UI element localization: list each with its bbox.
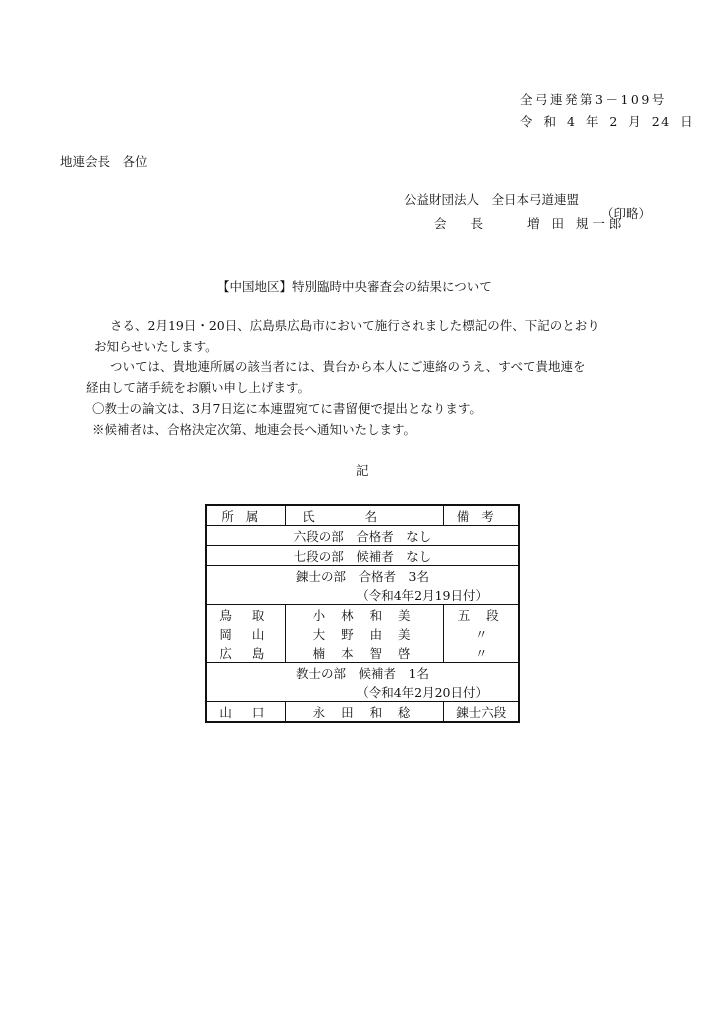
kyoshi-date: （令和4年2月20日付） <box>206 682 519 702</box>
affiliation-cell: 広 島 <box>206 643 285 663</box>
header-remarks: 備考 <box>444 505 519 526</box>
header-name: 氏名 <box>285 505 444 526</box>
renshi-date-row <box>206 585 519 605</box>
renshi-date: （令和4年2月19日付） <box>206 585 519 605</box>
subject-title: 【中国地区】特別臨時中央審査会の結果について <box>217 279 492 294</box>
remarks-cell: 五 段 <box>444 605 519 625</box>
note-candidates: ※候補者は、合格決定次第、地連会長へ通知いたします。 <box>92 422 417 437</box>
table-row <box>206 643 519 663</box>
name-cell: 永 田 和 稔 <box>285 702 444 723</box>
table-row <box>206 605 519 625</box>
nanadan-row <box>206 546 519 566</box>
affiliation-cell: 岡 山 <box>206 624 285 643</box>
president-title: 会 長 <box>434 216 493 231</box>
rokudan-result: 六段の部 合格者 なし <box>206 526 519 546</box>
body-paragraph-2 <box>86 356 586 398</box>
affiliation-cell: 鳥 取 <box>206 605 285 625</box>
kyoshi-result: 教士の部 候補者 1名 <box>206 663 519 683</box>
remarks-cell: 〃 <box>444 643 519 663</box>
table-header-row <box>206 505 519 526</box>
document-date: 令 和 4 年 2 月 24 日 <box>520 114 695 129</box>
president-line <box>434 214 625 232</box>
name-cell: 小 林 和 美 <box>285 605 444 625</box>
kyoshi-date-row <box>206 682 519 702</box>
renshi-row <box>206 566 519 586</box>
results-table <box>205 504 520 723</box>
note-thesis: 〇教士の論文は、3月7日迄に本連盟宛てに書留便で提出となります。 <box>92 401 482 416</box>
paragraph-2-line-1: ついては、貴地連所属の該当者には、貴台から本人にご連絡のうえ、すべて貴地連を <box>110 359 586 374</box>
table-row <box>206 702 519 723</box>
document-number: 全弓連発第3－109号 <box>520 92 667 107</box>
remarks-cell: 錬士六段 <box>444 702 519 723</box>
affiliation-cell: 山 口 <box>206 702 285 723</box>
body-paragraph-1 <box>86 315 600 357</box>
header-affiliation: 所属 <box>206 505 285 526</box>
organization-name: 公益財団法人 全日本弓道連盟 <box>404 192 580 207</box>
paragraph-2-line-2: 経由して諸手続をお願い申し上げます。 <box>86 380 311 395</box>
remarks-cell: 〃 <box>444 624 519 643</box>
rokudan-row <box>206 526 519 546</box>
seal-note: （印略） <box>601 206 652 221</box>
renshi-result: 錬士の部 合格者 3名 <box>206 566 519 586</box>
name-cell: 楠 本 智 啓 <box>285 643 444 663</box>
ki-heading: 記 <box>356 463 369 478</box>
table-row <box>206 624 519 643</box>
addressee: 地連会長 各位 <box>60 154 148 169</box>
paragraph-1-line-1: さる、2月19日・20日、広島県広島市において施行されました標記の件、下記のとおり <box>110 318 600 333</box>
kyoshi-row <box>206 663 519 683</box>
name-cell: 大 野 由 美 <box>285 624 444 643</box>
nanadan-result: 七段の部 候補者 なし <box>206 546 519 566</box>
paragraph-1-line-2: お知らせいたします。 <box>94 339 218 354</box>
president-name: 増 田 規一郎 <box>526 216 626 231</box>
